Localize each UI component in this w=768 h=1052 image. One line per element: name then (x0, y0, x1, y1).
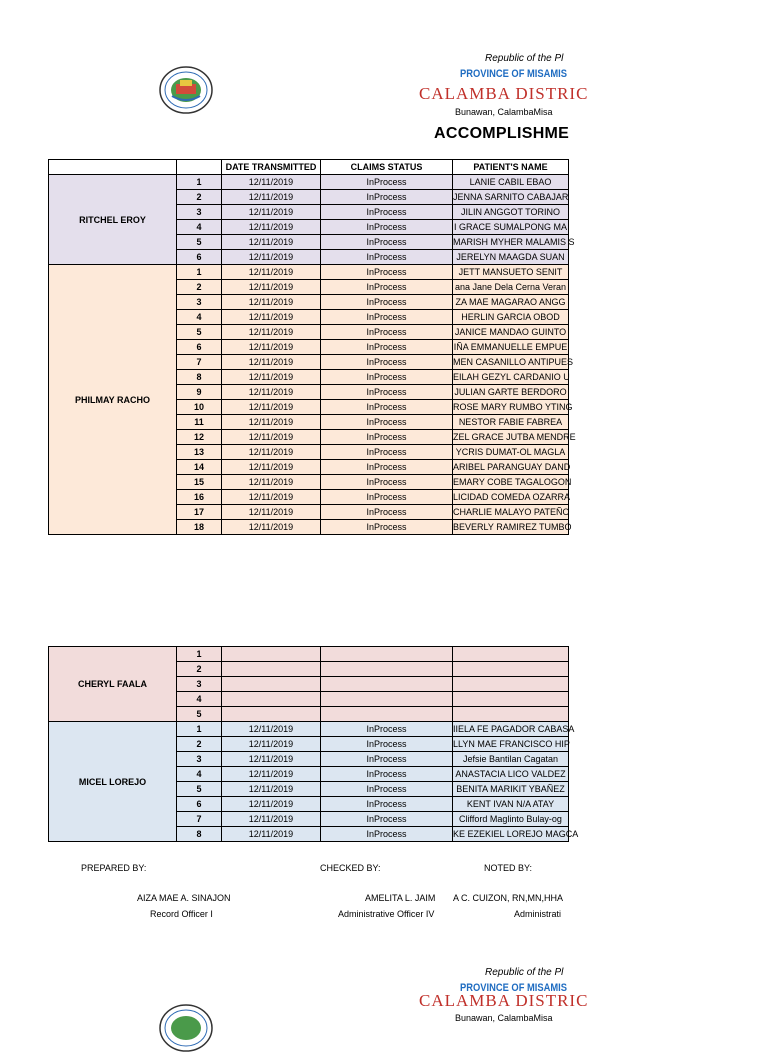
checked-by-title: Administrative Officer IV (338, 909, 435, 919)
employee-name-cell: PHILMAY RACHO (49, 265, 177, 535)
address-text: Bunawan, CalambaMisa (455, 107, 553, 117)
date-transmitted-cell: 12/11/2019 (222, 782, 321, 797)
patient-name-cell (453, 647, 569, 662)
claims-status-cell: InProcess (321, 737, 453, 752)
date-transmitted-cell: 12/11/2019 (222, 250, 321, 265)
table-header-row (49, 160, 569, 175)
column-header: PATIENT'S NAME (453, 160, 569, 175)
patient-name-cell: MARISH MYHER MALAMIS S (453, 235, 569, 250)
row-number-cell: 3 (177, 752, 222, 767)
date-transmitted-cell (222, 662, 321, 677)
patient-name-cell: EMARY COBE TAGALOGON (453, 475, 569, 490)
date-transmitted-cell: 12/11/2019 (222, 767, 321, 782)
row-number-cell: 6 (177, 250, 222, 265)
patient-name-cell: JETT MANSUETO SENIT (453, 265, 569, 280)
patient-name-cell: BEVERLY RAMIREZ TUMBO (453, 520, 569, 535)
date-transmitted-cell: 12/11/2019 (222, 490, 321, 505)
patient-name-cell: Jefsie Bantilan Cagatan (453, 752, 569, 767)
patient-name-cell: ANASTACIA LICO VALDEZ (453, 767, 569, 782)
accomplishment-table (48, 159, 576, 535)
patient-name-cell: JANICE MANDAO GUINTO (453, 325, 569, 340)
date-transmitted-cell: 12/11/2019 (222, 310, 321, 325)
date-transmitted-cell (222, 647, 321, 662)
patient-name-cell: JULIAN GARTE BERDORO (453, 385, 569, 400)
employee-name-cell: MICEL LOREJO (49, 722, 177, 842)
patient-name-cell: ROSE MARY RUMBO YTING (453, 400, 569, 415)
row-number-cell: 5 (177, 235, 222, 250)
patient-name-cell: BENITA MARIKIT YBAÑEZ (453, 782, 569, 797)
province-seal-icon (158, 1004, 214, 1052)
patient-name-cell (453, 662, 569, 677)
prepared-by-label: PREPARED BY: (81, 863, 147, 873)
table-row (49, 647, 569, 662)
prepared-by-name: AIZA MAE A. SINAJON (137, 893, 231, 903)
date-transmitted-cell: 12/11/2019 (222, 827, 321, 842)
row-number-cell: 2 (177, 737, 222, 752)
noted-by-title: Administrati (514, 909, 562, 919)
row-number-cell: 4 (177, 310, 222, 325)
patient-name-cell: IIELA FE PAGADOR CABASA (453, 722, 569, 737)
row-number-cell: 5 (177, 707, 222, 722)
claims-status-cell: InProcess (321, 400, 453, 415)
patient-name-cell (453, 692, 569, 707)
row-number-cell: 15 (177, 475, 222, 490)
claims-status-cell: InProcess (321, 722, 453, 737)
claims-status-cell: InProcess (321, 827, 453, 842)
date-transmitted-cell: 12/11/2019 (222, 400, 321, 415)
patient-name-cell: Clifford Maglinto Bulay-og (453, 812, 569, 827)
claims-status-cell: InProcess (321, 385, 453, 400)
date-transmitted-cell (222, 707, 321, 722)
claims-status-cell: InProcess (321, 250, 453, 265)
row-number-cell: 2 (177, 280, 222, 295)
prepared-by-title: Record Officer I (150, 909, 213, 919)
employee-name-cell: CHERYL FAALA (49, 647, 177, 722)
patient-name-cell: NESTOR FABIE FABREA (453, 415, 569, 430)
row-number-cell: 1 (177, 175, 222, 190)
date-transmitted-cell: 12/11/2019 (222, 325, 321, 340)
patient-name-cell: LICIDAD COMEDA OZARRA (453, 490, 569, 505)
date-transmitted-cell: 12/11/2019 (222, 355, 321, 370)
row-number-cell: 7 (177, 355, 222, 370)
date-transmitted-cell: 12/11/2019 (222, 737, 321, 752)
claims-status-cell: InProcess (321, 355, 453, 370)
column-header: DATE TRANSMITTED (222, 160, 321, 175)
date-transmitted-cell: 12/11/2019 (222, 265, 321, 280)
patient-name-cell: YCRIS DUMAT-OL MAGLA (453, 445, 569, 460)
claims-status-cell: InProcess (321, 782, 453, 797)
claims-status-cell (321, 677, 453, 692)
claims-status-cell: InProcess (321, 752, 453, 767)
patient-name-cell: ZEL GRACE JUTBA MENDRE (453, 430, 569, 445)
claims-status-cell: InProcess (321, 280, 453, 295)
row-number-cell: 3 (177, 295, 222, 310)
column-header (49, 160, 177, 175)
row-number-cell: 3 (177, 205, 222, 220)
row-number-cell: 1 (177, 647, 222, 662)
claims-status-cell (321, 692, 453, 707)
republic-text: Republic of the Pl (485, 53, 564, 64)
row-number-cell: 4 (177, 220, 222, 235)
table-row (49, 265, 569, 280)
date-transmitted-cell: 12/11/2019 (222, 190, 321, 205)
column-header (177, 160, 222, 175)
claims-status-cell: InProcess (321, 475, 453, 490)
row-number-cell: 2 (177, 662, 222, 677)
claims-status-cell (321, 707, 453, 722)
patient-name-cell: MEN CASANILLO ANTIPUES (453, 355, 569, 370)
page-title: ACCOMPLISHME (434, 125, 570, 142)
row-number-cell: 6 (177, 797, 222, 812)
column-header: CLAIMS STATUS (321, 160, 453, 175)
date-transmitted-cell: 12/11/2019 (222, 385, 321, 400)
row-number-cell: 9 (177, 385, 222, 400)
claims-status-cell: InProcess (321, 265, 453, 280)
patient-name-cell: ARIBEL PARANGUAY DAND (453, 460, 569, 475)
claims-status-cell: InProcess (321, 430, 453, 445)
row-number-cell: 2 (177, 190, 222, 205)
claims-status-cell: InProcess (321, 325, 453, 340)
noted-by-label: NOTED BY: (484, 863, 533, 873)
patient-name-cell: EILAH GEZYL CARDANIO U (453, 370, 569, 385)
claims-status-cell: InProcess (321, 490, 453, 505)
row-number-cell: 18 (177, 520, 222, 535)
date-transmitted-cell: 12/11/2019 (222, 220, 321, 235)
province-text: PROVINCE OF MISAMIS (460, 68, 568, 80)
row-number-cell: 10 (177, 400, 222, 415)
claims-status-cell: InProcess (321, 797, 453, 812)
district-name: CALAMBA DISTRIC (419, 991, 589, 1010)
date-transmitted-cell: 12/11/2019 (222, 280, 321, 295)
date-transmitted-cell: 12/11/2019 (222, 797, 321, 812)
claims-status-cell: InProcess (321, 310, 453, 325)
patient-name-cell: JILIN ANGGOT TORINO (453, 205, 569, 220)
claims-status-cell: InProcess (321, 415, 453, 430)
claims-status-cell: InProcess (321, 205, 453, 220)
row-number-cell: 14 (177, 460, 222, 475)
date-transmitted-cell: 12/11/2019 (222, 340, 321, 355)
date-transmitted-cell (222, 677, 321, 692)
date-transmitted-cell: 12/11/2019 (222, 812, 321, 827)
claims-status-cell: InProcess (321, 520, 453, 535)
province-text: PROVINCE OF MISAMIS (460, 982, 568, 994)
claims-status-cell: InProcess (321, 190, 453, 205)
row-number-cell: 1 (177, 265, 222, 280)
claims-status-cell (321, 662, 453, 677)
claims-status-cell: InProcess (321, 505, 453, 520)
patient-name-cell: JERELYN MAAGDA SUAN (453, 250, 569, 265)
table-row (49, 175, 569, 190)
district-name: CALAMBA DISTRIC (419, 84, 589, 103)
patient-name-cell: HERLIN GARCIA OBOD (453, 310, 569, 325)
row-number-cell: 5 (177, 782, 222, 797)
row-number-cell: 8 (177, 827, 222, 842)
patient-name-cell: LLYN MAE FRANCISCO HIP (453, 737, 569, 752)
date-transmitted-cell: 12/11/2019 (222, 505, 321, 520)
date-transmitted-cell: 12/11/2019 (222, 235, 321, 250)
row-number-cell: 16 (177, 490, 222, 505)
claims-status-cell: InProcess (321, 370, 453, 385)
patient-name-cell: KE EZEKIEL LOREJO MAGCA (453, 827, 569, 842)
date-transmitted-cell: 12/11/2019 (222, 722, 321, 737)
claims-status-cell: InProcess (321, 460, 453, 475)
row-number-cell: 5 (177, 325, 222, 340)
claims-status-cell: InProcess (321, 767, 453, 782)
row-number-cell: 17 (177, 505, 222, 520)
date-transmitted-cell: 12/11/2019 (222, 175, 321, 190)
patient-name-cell: CHARLIE MALAYO PATEÑO (453, 505, 569, 520)
row-number-cell: 8 (177, 370, 222, 385)
row-number-cell: 6 (177, 340, 222, 355)
claims-status-cell: InProcess (321, 220, 453, 235)
patient-name-cell (453, 707, 569, 722)
address-text: Bunawan, CalambaMisa (455, 1013, 553, 1023)
claims-status-cell (321, 647, 453, 662)
patient-name-cell: ana Jane Dela Cerna Veran (453, 280, 569, 295)
date-transmitted-cell: 12/11/2019 (222, 370, 321, 385)
row-number-cell: 4 (177, 692, 222, 707)
row-number-cell: 13 (177, 445, 222, 460)
patient-name-cell: JENNA SARNITO CABAJAR (453, 190, 569, 205)
date-transmitted-cell: 12/11/2019 (222, 430, 321, 445)
date-transmitted-cell: 12/11/2019 (222, 415, 321, 430)
checked-by-label: CHECKED BY: (320, 863, 381, 873)
claims-status-cell: InProcess (321, 445, 453, 460)
province-seal-icon (158, 66, 214, 114)
claims-status-cell: InProcess (321, 340, 453, 355)
row-number-cell: 4 (177, 767, 222, 782)
row-number-cell: 1 (177, 722, 222, 737)
date-transmitted-cell (222, 692, 321, 707)
claims-status-cell: InProcess (321, 235, 453, 250)
patient-name-cell: ZA MAE MAGARAO ANGG (453, 295, 569, 310)
patient-name-cell (453, 677, 569, 692)
patient-name-cell: LANIE CABIL EBAO (453, 175, 569, 190)
claims-status-cell: InProcess (321, 175, 453, 190)
row-number-cell: 12 (177, 430, 222, 445)
patient-name-cell: KENT IVAN N/A ATAY (453, 797, 569, 812)
date-transmitted-cell: 12/11/2019 (222, 460, 321, 475)
claims-status-cell: InProcess (321, 812, 453, 827)
patient-name-cell: IÑA EMMANUELLE EMPUE (453, 340, 569, 355)
date-transmitted-cell: 12/11/2019 (222, 205, 321, 220)
table-row (49, 722, 569, 737)
checked-by-name: AMELITA L. JAIM (365, 893, 436, 903)
date-transmitted-cell: 12/11/2019 (222, 445, 321, 460)
row-number-cell: 11 (177, 415, 222, 430)
accomplishment-table-continued (48, 646, 579, 842)
employee-name-cell: RITCHEL EROY (49, 175, 177, 265)
republic-text: Republic of the Pl (485, 967, 564, 978)
noted-by-name: A C. CUIZON, RN,MN,HHA (453, 893, 564, 903)
row-number-cell: 3 (177, 677, 222, 692)
row-number-cell: 7 (177, 812, 222, 827)
patient-name-cell: I GRACE SUMALPONG MA (453, 220, 569, 235)
date-transmitted-cell: 12/11/2019 (222, 475, 321, 490)
claims-status-cell: InProcess (321, 295, 453, 310)
date-transmitted-cell: 12/11/2019 (222, 520, 321, 535)
date-transmitted-cell: 12/11/2019 (222, 752, 321, 767)
date-transmitted-cell: 12/11/2019 (222, 295, 321, 310)
